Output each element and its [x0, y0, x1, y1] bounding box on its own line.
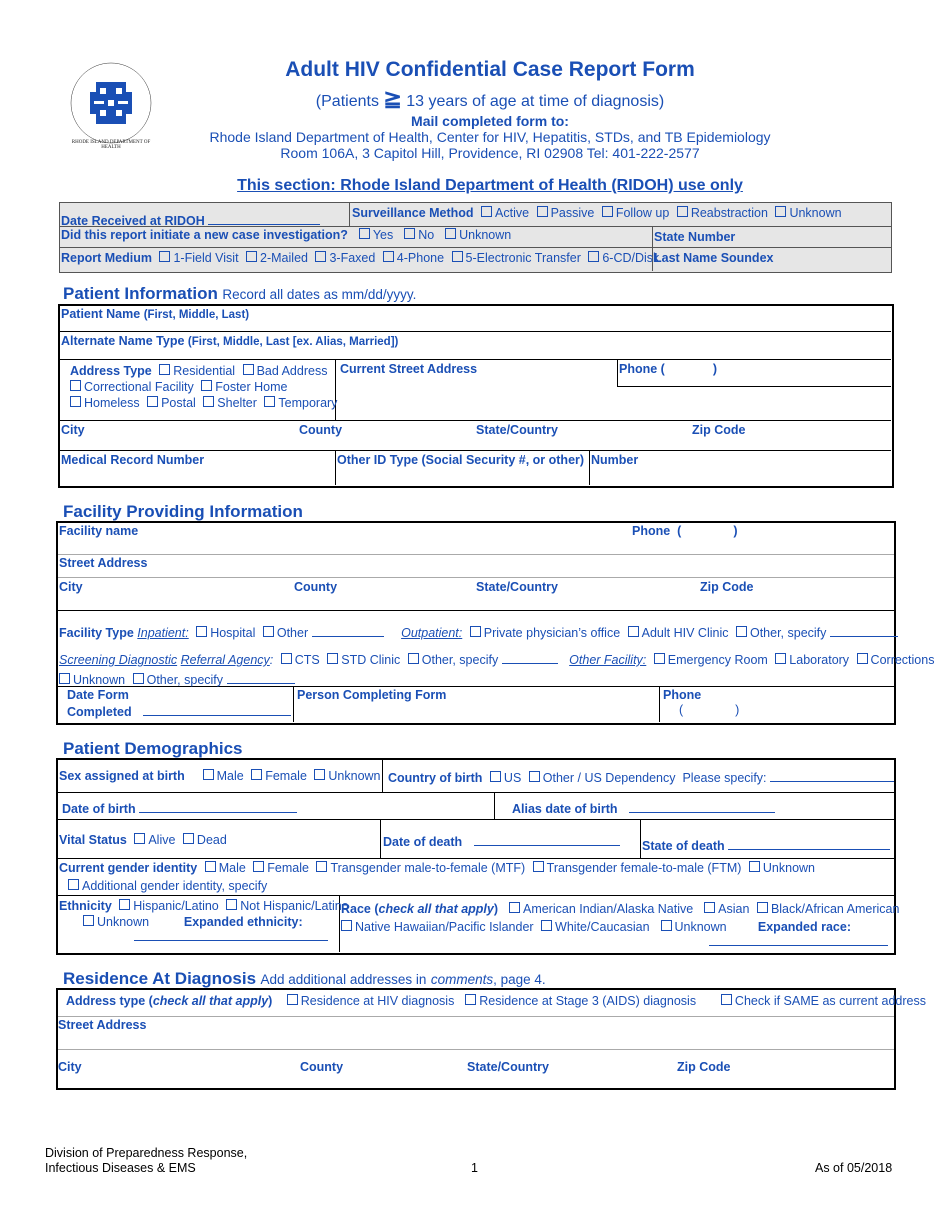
- race-block: [341, 900, 899, 936]
- checkbox-postal[interactable]: [147, 396, 158, 407]
- opt-gender-male: Male: [218, 861, 246, 875]
- residence-note-suffix: , page 4.: [493, 972, 546, 987]
- ridoh-heading: This section: Rhode Island Department of Health (RIDOH) use only: [237, 177, 743, 194]
- checkbox-laboratory[interactable]: [775, 653, 786, 664]
- checkbox-electronic[interactable]: [452, 251, 463, 262]
- checkbox-sex-female[interactable]: [251, 769, 262, 780]
- facility-phone-label: Phone: [632, 524, 671, 538]
- alt-name-label: Alternate Name Type: [61, 334, 185, 348]
- opt-hospital: Hospital: [210, 626, 256, 640]
- dob-row: [62, 800, 297, 816]
- opt-correctional: Correctional Facility: [84, 380, 194, 394]
- country-label: Country of birth: [388, 771, 483, 785]
- checkbox-mtf[interactable]: [316, 861, 327, 872]
- form-title: Adult HIV Confidential Case Report Form: [285, 58, 695, 81]
- opt-mailed: 2-Mailed: [260, 251, 308, 265]
- facility-state-label[interactable]: State/Country: [476, 580, 558, 594]
- patient-city-label[interactable]: City: [61, 423, 85, 437]
- opt-residence-aids: Residence at Stage 3 (AIDS) diagnosis: [479, 994, 697, 1008]
- opt-eth-unknown: Unknown: [97, 915, 150, 929]
- opt-private-physician: Private physician’s office: [483, 626, 621, 640]
- dob-label: Date of birth: [62, 802, 136, 816]
- residence-state-label[interactable]: State/Country: [467, 1060, 549, 1074]
- checkbox-gender-female[interactable]: [253, 861, 264, 872]
- sex-row: [59, 769, 381, 783]
- patient-name-hint: (First, Middle, Last): [143, 309, 250, 321]
- patient-state-label[interactable]: State/Country: [476, 423, 558, 437]
- checkbox-field[interactable]: [159, 251, 170, 262]
- opt-race-unknown: Unknown: [674, 920, 727, 934]
- address-type-block: [70, 363, 337, 411]
- date-received-row: [61, 212, 320, 228]
- patient-title: Patient Information: [63, 284, 218, 303]
- checkbox-std-clinic[interactable]: [327, 653, 338, 664]
- referral-label: Referral Agency: [180, 653, 270, 667]
- opt-gender-unknown: Unknown: [762, 861, 816, 875]
- checkbox-aian[interactable]: [509, 902, 520, 913]
- alias-dob-label: Alias date of birth: [512, 802, 618, 816]
- residence-street-label[interactable]: Street Address: [58, 1018, 147, 1032]
- checkbox-correctional[interactable]: [70, 380, 81, 391]
- checkbox-gender-male[interactable]: [205, 861, 216, 872]
- expanded-ethnicity-label: Expanded ethnicity:: [183, 915, 303, 929]
- checkbox-nhpi[interactable]: [341, 920, 352, 931]
- opt-hispanic: Hispanic/Latino: [133, 899, 219, 913]
- checkbox-outpatient-other[interactable]: [736, 626, 747, 637]
- date-completed-field[interactable]: [143, 703, 291, 716]
- checkbox-temporary[interactable]: [264, 396, 275, 407]
- patient-name-label: Patient Name: [61, 307, 141, 321]
- vital-row: [59, 833, 227, 847]
- opt-passive: Passive: [550, 206, 595, 220]
- residence-county-label[interactable]: County: [300, 1060, 344, 1074]
- opt-homeless: Homeless: [84, 396, 140, 410]
- facility-heading: Facility Providing Information: [63, 502, 303, 521]
- checkbox-asian[interactable]: [704, 902, 715, 913]
- opt-not-hispanic: Not Hispanic/Latino: [240, 899, 349, 913]
- dob-field[interactable]: [139, 800, 297, 813]
- checkbox-corrections[interactable]: [857, 653, 868, 664]
- soundex-label: Last Name Soundex: [654, 251, 774, 265]
- checkbox-country-other[interactable]: [529, 771, 540, 782]
- race-hint: check all that apply: [378, 902, 494, 916]
- expanded-race-field[interactable]: [709, 933, 888, 946]
- facility-phone[interactable]: Phone ( ): [632, 524, 738, 538]
- expanded-race-label: Expanded race:: [757, 920, 851, 934]
- residence-note-comments: comments: [430, 972, 494, 987]
- screening-label: Screening Diagnostic: [59, 653, 178, 667]
- opt-country-other: Other / US Dependency: [542, 771, 676, 785]
- facility-type-label: Facility Type: [59, 626, 134, 640]
- checkbox-unknown[interactable]: [775, 206, 786, 217]
- demographics-heading: Patient Demographics: [63, 739, 243, 758]
- date-form-completed[interactable]: [67, 688, 291, 720]
- ridoh-logo: [66, 58, 156, 148]
- checkbox-inpatient-other[interactable]: [263, 626, 274, 637]
- opt-ftm: Transgender female-to-male (FTM): [546, 861, 742, 875]
- opt-screening-other: Other, specify: [421, 653, 499, 667]
- opt-faxed: 3-Faxed: [329, 251, 376, 265]
- footer-date: As of 05/2018: [815, 1161, 893, 1175]
- date-received-field[interactable]: [208, 212, 320, 225]
- checkbox-sex-unknown[interactable]: [314, 769, 325, 780]
- opt-aian: American Indian/Alaska Native: [522, 902, 694, 916]
- opt-inpatient-other: Other: [276, 626, 309, 640]
- mail-line2: Room 106A, 3 Capitol Hill, Providence, RI 02908 Tel: 401-222-2577: [280, 145, 700, 161]
- person-completing-label[interactable]: Person Completing Form: [297, 688, 447, 702]
- checkbox-bad-address[interactable]: [243, 364, 254, 375]
- checkbox-hospital[interactable]: [196, 626, 207, 637]
- checkbox-ftm[interactable]: [533, 861, 544, 872]
- opt-std-clinic: STD Clinic: [341, 653, 401, 667]
- report-medium-label: Report Medium: [61, 251, 152, 265]
- opt-facility-other: Other, specify: [146, 673, 224, 687]
- facility-name-label[interactable]: Facility name: [59, 524, 139, 538]
- screening-other-field[interactable]: [502, 651, 558, 664]
- checkbox-foster[interactable]: [201, 380, 212, 391]
- date-received-label: Date Received at RIDOH: [61, 214, 205, 228]
- checkbox-mailed[interactable]: [246, 251, 257, 262]
- checkbox-reabstraction[interactable]: [677, 206, 688, 217]
- state-death-field[interactable]: [728, 837, 890, 850]
- footer-division: [45, 1146, 247, 1176]
- completed-label: Completed: [67, 705, 132, 719]
- facility-type-row: [59, 624, 898, 640]
- residence-type-close: ): [268, 994, 273, 1008]
- checkbox-dead[interactable]: [183, 833, 194, 844]
- race-label: Race (: [341, 902, 379, 916]
- residence-note-prefix: Add additional addresses in: [260, 972, 427, 987]
- patient-phone[interactable]: Phone ( ): [619, 362, 718, 376]
- checkbox-country-us[interactable]: [490, 771, 501, 782]
- opt-foster: Foster Home: [215, 380, 288, 394]
- checkbox-race-unknown[interactable]: [661, 920, 672, 931]
- residence-type-label: Address type (: [66, 994, 153, 1008]
- opt-residential: Residential: [173, 364, 236, 378]
- opt-white: White/Caucasian: [555, 920, 650, 934]
- new-case-row: [61, 228, 511, 242]
- vital-label: Vital Status: [59, 833, 127, 847]
- state-death-row: [642, 837, 890, 853]
- checkbox-facility-other[interactable]: [133, 673, 144, 684]
- patient-name-row[interactable]: [61, 307, 249, 321]
- alt-name-hint: (First, Middle, Last [ex. Alias, Married]): [187, 336, 399, 348]
- opt-reabstraction: Reabstraction: [690, 206, 768, 220]
- opt-cts: CTS: [294, 653, 320, 667]
- checkbox-faxed[interactable]: [315, 251, 326, 262]
- checkbox-private-physician[interactable]: [470, 626, 481, 637]
- opt-phone: 4-Phone: [396, 251, 445, 265]
- opt-unknown: Unknown: [789, 206, 842, 220]
- opt-mtf: Transgender male-to-female (MTF): [330, 861, 526, 875]
- checkbox-screening-other[interactable]: [408, 653, 419, 664]
- checkbox-gender-unknown[interactable]: [749, 861, 760, 872]
- checkbox-black[interactable]: [757, 902, 768, 913]
- checkbox-no[interactable]: [404, 228, 415, 239]
- opt-residence-hiv: Residence at HIV diagnosis: [300, 994, 455, 1008]
- alias-dob-field[interactable]: [629, 800, 775, 813]
- opt-black: Black/African American: [770, 902, 900, 916]
- opt-nhpi: Native Hawaiian/Pacific Islander: [355, 920, 534, 934]
- alt-name-row[interactable]: [61, 334, 398, 348]
- opt-electronic: 5-Electronic Transfer: [465, 251, 581, 265]
- mail-label: Mail completed form to:: [411, 113, 569, 129]
- opt-active: Active: [495, 206, 530, 220]
- checkbox-followup[interactable]: [602, 206, 613, 217]
- opt-no: No: [418, 228, 435, 242]
- patient-phone-label: Phone: [619, 362, 658, 376]
- country-specify-field[interactable]: [770, 769, 894, 782]
- inpatient-other-field[interactable]: [312, 624, 384, 637]
- residence-type-row: [66, 994, 926, 1008]
- opt-postal: Postal: [161, 396, 196, 410]
- checkbox-hispanic[interactable]: [119, 899, 130, 910]
- checkbox-homeless[interactable]: [70, 396, 81, 407]
- other-id-label[interactable]: Other ID Type (Social Security #, or other): [337, 453, 585, 467]
- opt-yes: Yes: [372, 228, 394, 242]
- checkbox-same-address[interactable]: [721, 994, 732, 1005]
- subtitle-prefix: (Patients: [315, 93, 379, 110]
- opt-new-unknown: Unknown: [459, 228, 512, 242]
- opt-sex-male: Male: [216, 769, 244, 783]
- facility-last-row: [59, 671, 295, 687]
- opt-sex-unknown: Unknown: [328, 769, 381, 783]
- facility-city-label[interactable]: City: [59, 580, 83, 594]
- new-case-question: Did this report initiate a new case investigation?: [61, 228, 348, 242]
- state-death-label: State of death: [642, 839, 725, 853]
- checkbox-new-unknown[interactable]: [445, 228, 456, 239]
- current-street-label[interactable]: Current Street Address: [340, 362, 478, 376]
- opt-gender-additional: Additional gender identity, specify: [82, 879, 268, 893]
- completer-phone[interactable]: Phone ( ): [663, 688, 740, 717]
- checkbox-passive[interactable]: [537, 206, 548, 217]
- screening-row: Screening Diagnostic Referral Agency: CTS STD Clinic Other, specify Other Facility: Emergency Room Laboratory Corrections: [59, 653, 935, 667]
- patient-heading: [63, 284, 416, 304]
- opt-alive: Alive: [148, 833, 176, 847]
- gender-label: Current gender identity: [59, 861, 198, 875]
- opt-gender-female: Female: [267, 861, 309, 875]
- opt-corrections: Corrections: [870, 653, 935, 667]
- dod-row: [383, 833, 620, 849]
- checkbox-shelter[interactable]: [203, 396, 214, 407]
- facility-street-label[interactable]: Street Address: [59, 556, 148, 570]
- checkbox-cd[interactable]: [588, 251, 599, 262]
- residence-type-hint: check all that apply: [152, 994, 269, 1008]
- completer-phone-label: Phone: [663, 688, 702, 702]
- address-type-label: Address Type: [70, 364, 152, 378]
- checkbox-gender-additional[interactable]: [68, 879, 79, 890]
- page-number: 1: [471, 1161, 478, 1175]
- opt-bad-address: Bad Address: [256, 364, 328, 378]
- opt-facility-unknown: Unknown: [73, 673, 126, 687]
- patient-zip-label[interactable]: Zip Code: [692, 423, 746, 437]
- checkbox-er[interactable]: [654, 653, 665, 664]
- report-medium-row: [61, 251, 659, 265]
- footer-line1: Division of Preparedness Response,: [45, 1146, 248, 1160]
- checkbox-facility-unknown[interactable]: [59, 673, 70, 684]
- date-form-label: Date Form: [67, 688, 129, 702]
- checkbox-phone[interactable]: [383, 251, 394, 262]
- residence-heading: [63, 969, 546, 989]
- checkbox-alive[interactable]: [134, 833, 145, 844]
- other-facility-label: Other Facility:: [569, 653, 647, 667]
- checkbox-residential[interactable]: [159, 364, 170, 375]
- residence-zip-label[interactable]: Zip Code: [677, 1060, 731, 1074]
- subtitle-suffix: 13 years of age at time of diagnosis): [406, 93, 665, 110]
- alias-dob-row: [512, 800, 775, 816]
- state-number-label: State Number: [654, 230, 736, 244]
- mail-line1: Rhode Island Department of Health, Center for HIV, Hepatitis, STDs, and TB Epidemiology: [209, 129, 771, 145]
- opt-dead: Dead: [196, 833, 227, 847]
- residence-city-label[interactable]: City: [58, 1060, 82, 1074]
- opt-cd: 6-CD/Disk: [602, 251, 660, 265]
- opt-country-us: US: [503, 771, 522, 785]
- checkbox-sex-male[interactable]: [203, 769, 214, 780]
- id-number-label[interactable]: Number: [591, 453, 639, 467]
- checkbox-active[interactable]: [481, 206, 492, 217]
- footer-line2: Infectious Diseases & EMS: [45, 1161, 196, 1175]
- gender-extra-row: [64, 879, 267, 893]
- ethnicity-block: [59, 898, 349, 930]
- opt-field: 1-Field Visit: [173, 251, 239, 265]
- form-subtitle: [230, 86, 750, 112]
- checkbox-eth-unknown[interactable]: [83, 915, 94, 926]
- facility-zip-label[interactable]: Zip Code: [700, 580, 754, 594]
- outpatient-other-field[interactable]: [830, 624, 898, 637]
- opt-er: Emergency Room: [667, 653, 768, 667]
- facility-other-field[interactable]: [227, 671, 295, 684]
- checkbox-not-hispanic[interactable]: [226, 899, 237, 910]
- opt-laboratory: Laboratory: [789, 653, 850, 667]
- inpatient-label: Inpatient:: [137, 626, 189, 640]
- opt-temporary: Temporary: [278, 396, 338, 410]
- dod-label: Date of death: [383, 835, 463, 849]
- checkbox-adult-hiv-clinic[interactable]: [628, 626, 639, 637]
- ethnicity-label: Ethnicity: [59, 899, 112, 913]
- gender-row: [59, 861, 815, 875]
- race-close: ): [493, 902, 499, 916]
- dod-field[interactable]: [474, 833, 620, 846]
- checkbox-yes[interactable]: [359, 228, 370, 239]
- country-row: [388, 769, 894, 785]
- checkbox-residence-hiv[interactable]: [287, 994, 298, 1005]
- surveillance-row: [352, 206, 842, 220]
- patient-county-label[interactable]: County: [299, 423, 343, 437]
- opt-shelter: Shelter: [217, 396, 257, 410]
- gte-symbol: ≧: [383, 86, 402, 111]
- facility-county-label[interactable]: County: [294, 580, 338, 594]
- outpatient-label: Outpatient:: [401, 626, 463, 640]
- surveillance-label: Surveillance Method: [352, 206, 474, 220]
- expanded-ethnicity-field[interactable]: [134, 928, 328, 941]
- patient-note: Record all dates as mm/dd/yyyy.: [222, 287, 417, 302]
- checkbox-white[interactable]: [541, 920, 552, 931]
- checkbox-cts[interactable]: [281, 653, 292, 664]
- mrn-label[interactable]: Medical Record Number: [61, 453, 205, 467]
- logo-ring-text: RHODE ISLAND DEPARTMENT OF HEALTH: [71, 140, 151, 150]
- residence-title: Residence At Diagnosis: [63, 969, 257, 988]
- please-specify-label: Please specify:: [682, 771, 767, 785]
- opt-sex-female: Female: [265, 769, 307, 783]
- opt-followup: Follow up: [615, 206, 670, 220]
- opt-same-address: Check if SAME as current address: [734, 994, 926, 1008]
- opt-outpatient-other: Other, specify: [749, 626, 827, 640]
- sex-label: Sex assigned at birth: [59, 769, 185, 783]
- opt-adult-hiv-clinic: Adult HIV Clinic: [641, 626, 729, 640]
- checkbox-residence-aids[interactable]: [465, 994, 476, 1005]
- opt-asian: Asian: [718, 902, 750, 916]
